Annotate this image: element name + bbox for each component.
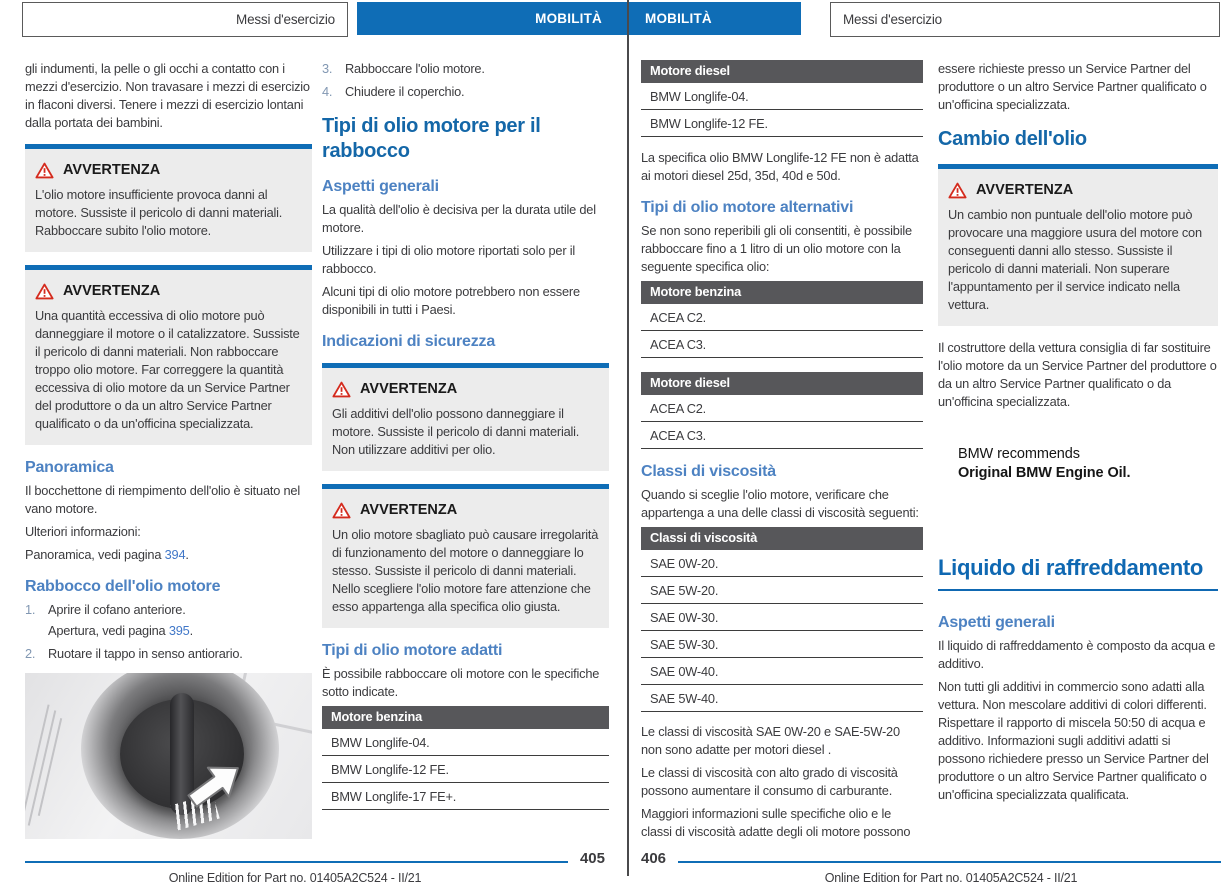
section-heading-cambio-olio: Cambio dell'olio [938,128,1087,150]
section-heading-tipi-olio: Tipi di olio motore per il rabbocco [322,115,541,162]
warning-text: L'olio motore insufficiente provoca danni al motore. Sussiste il pericolo di danni materiali. Rabboccare subito l'olio motore. [35,187,283,238]
edition-note: Online Edition for Part no. 01405A2C524 - II/21 [824,871,1078,885]
chapter-tab-label: MOBILITÀ [535,10,602,26]
table-row: SAE 5W-30. [641,631,923,658]
page-number: 405 [579,850,605,867]
warning-label: AVVERTENZA [976,182,1074,198]
warning-box [25,265,312,445]
step-text: Chiudere il coperchio. [345,84,465,99]
table-row: ACEA C3. [641,422,923,449]
table-row: BMW Longlife-12 FE. [322,756,609,783]
footer-rule [25,861,568,863]
counterclockwise-arrow-icon [183,755,249,813]
numbered-step [25,601,312,619]
step-number: 1. [25,602,36,617]
warning-text: Una quantità eccessiva di olio motore può danneggiare il motore o il catalizzatore. Sussiste il pericolo di danni materiali. Non rabboccare troppo olio motore. Far correggere la quantità eccessiva di olio motore da un Service Partner del produttore o da un altro Service Partner qualificato o da un'officina specializzata. [35,308,300,431]
numbered-step [322,83,609,101]
body-paragraph: La specifica olio BMW Longlife-12 FE non è adatta ai motori diesel 25d, 35d, 40d e 50d. [641,150,919,183]
warning-text: Gli additivi dell'olio possono danneggiare il motore. Sussiste il pericolo di danni materiali. Non utilizzare additivi per olio. [332,406,580,457]
warning-label: AVVERTENZA [63,283,161,299]
body-paragraph: Le classi di viscosità con alto grado di viscosità possono aumentare il consumo di carburante. [641,765,898,798]
table-row: SAE 5W-40. [641,685,923,712]
body-paragraph: Maggiori informazioni sulle specifiche olio e le classi di viscosità adatte degli oli motore possono [641,806,911,839]
oil-filler-cap-image [25,673,312,839]
bmw-recommendation [958,445,1218,483]
warning-header [332,380,599,398]
table-row: SAE 0W-20. [641,550,923,577]
table-motore-diesel-alt [641,372,923,449]
warning-header [332,501,599,519]
recommendation-line: BMW recommends [958,446,1080,462]
table-row: BMW Longlife-04. [641,83,923,110]
numbered-step [322,60,609,78]
body-paragraph: Il bocchettone di riempimento dell'olio è situato nel vano motore. [25,483,300,516]
page-link-394[interactable]: 394 [164,547,186,562]
cross-reference-text: . [185,547,189,562]
chapter-tab-mobilita-left [357,2,627,35]
page406-footer [641,851,1221,887]
warning-box [322,484,609,628]
warning-triangle-icon [332,381,351,398]
chapter-tab-label: MOBILITÀ [645,10,712,26]
warning-box [25,144,312,252]
warning-triangle-icon [35,162,54,179]
step-number: 4. [322,84,333,99]
warning-text: Un olio motore sbagliato può causare irregolarità di funzionamento del motore o danneggiare lo stesso. Sussiste il pericolo di danni materiali. Nello scegliere l'olio motore fare attenzione che esso appartenga alla specifica olio giusta. [332,527,599,614]
warning-label: AVVERTENZA [360,381,458,397]
cross-reference [48,622,312,640]
page405-column2 [322,60,609,819]
subheading-panoramica: Panoramica [25,459,114,476]
warning-label: AVVERTENZA [63,162,161,178]
warning-header [35,161,302,179]
edition-note: Online Edition for Part no. 01405A2C524 - II/21 [168,871,422,885]
running-header-right [830,2,1220,37]
body-paragraph: La qualità dell'olio è decisiva per la durata utile del motore. [322,202,596,235]
running-header-left-label: Messi d'esercizio [236,11,335,27]
subheading-tipi-alternativi: Tipi di olio motore alternativi [641,199,854,216]
body-paragraph: Quando si sceglie l'olio motore, verificare che appartenga a una delle classi di viscosità seguenti: [641,487,919,520]
warning-triangle-icon [35,283,54,300]
table-motore-diesel [641,60,923,137]
table-row: ACEA C2. [641,395,923,422]
page406-column2 [938,60,1218,809]
table-row: SAE 5W-20. [641,577,923,604]
table-motore-benzina [322,706,609,810]
table-motore-benzina-alt [641,281,923,358]
chapter-tab-mobilita-right [629,2,801,35]
recommendation-product: Original BMW Engine Oil. [958,465,1131,481]
warning-triangle-icon [948,182,967,199]
table-classi-viscosita [641,527,923,712]
table-header: Motore diesel [641,60,923,83]
step-number: 2. [25,646,36,661]
subheading-indicazioni-sicurezza: Indicazioni di sicurezza [322,333,496,350]
subheading-classi-viscosita: Classi di viscosità [641,463,776,480]
cross-reference-text: . [189,623,193,638]
subheading-rabbocco: Rabbocco dell'olio motore [25,578,221,595]
table-row: SAE 0W-40. [641,658,923,685]
table-header: Motore diesel [641,372,923,395]
warning-header [948,181,1208,199]
body-paragraph: Non tutti gli additivi in commercio sono adatti alla vettura. Non mescolare additivi di colori differenti. Rispettare il rapporto di miscela 50:50 di acqua e additivo. Informazioni sugli additivi adatti si possono richiedere presso un Service Partner del produttore o un altro Service Partner qualificato o un'officina specializzata qualificata. [938,679,1209,802]
page406-column1 [641,60,923,846]
step-text: Aprire il cofano anteriore. [48,602,186,617]
warning-text: Un cambio non puntuale dell'olio motore può provocare una maggiore usura del motore con conseguenti danni allo stesso. Sussiste il pericolo di danni materiali. Non superare l'appuntamento per il service indicato nella vettura. [948,207,1202,312]
warning-triangle-icon [332,502,351,519]
table-row: BMW Longlife-17 FE+. [322,783,609,810]
body-paragraph: Alcuni tipi di olio motore potrebbero non essere disponibili in tutti i Paesi. [322,284,580,317]
cross-reference-text: Panoramica, vedi pagina [25,547,165,562]
running-header-right-label: Messi d'esercizio [843,11,942,27]
table-row: BMW Longlife-04. [322,729,609,756]
page-number: 406 [641,850,667,867]
page405-column1 [25,60,312,839]
subheading-tipi-adatti: Tipi di olio motore adatti [322,642,503,659]
cross-reference [25,546,312,564]
footer-rule [678,861,1221,863]
table-row: SAE 0W-30. [641,604,923,631]
page-divider [627,0,629,876]
body-paragraph: Se non sono reperibili gli oli consentiti, è possibile rabboccare fino a 1 litro di un olio motore con la seguente specifica olio: [641,223,912,274]
subheading-aspetti-generali: Aspetti generali [322,178,439,195]
warning-box [938,164,1218,326]
table-header: Classi di viscosità [641,527,923,550]
body-paragraph: essere richieste presso un Service Partner del produttore o un altro Service Partner qualificato o un'officina specializzata. [938,61,1207,112]
body-paragraph: È possibile rabboccare oli motore con le specifiche sotto indicate. [322,666,600,699]
table-header: Motore benzina [641,281,923,304]
step-text: Ruotare il tappo in senso antiorario. [48,646,243,661]
table-row: ACEA C3. [641,331,923,358]
subheading-aspetti-generali: Aspetti generali [938,614,1055,631]
table-row: BMW Longlife-12 FE. [641,110,923,137]
running-header-left [22,2,348,37]
body-paragraph: Il liquido di raffreddamento è composto da acqua e additivo. [938,638,1216,671]
page405-footer [25,851,605,887]
cross-reference-text: Apertura, vedi pagina [48,623,169,638]
body-paragraph: Ulteriori informazioni: [25,524,141,539]
body-paragraph: Il costruttore della vettura consiglia di far sostituire l'olio motore da un Service Partner del produttore o da un altro Service Partner qualificato o da un'officina specializzata. [938,340,1217,409]
step-text: Rabboccare l'olio motore. [345,61,485,76]
page-link-395[interactable]: 395 [168,623,190,638]
body-paragraph: gli indumenti, la pelle o gli occhi a contatto con i mezzi d'esercizio. Non travasare i mezzi di esercizio in flaconi diversi. Tenere i mezzi di esercizio lontani dalla portata dei bambini. [25,61,310,130]
table-header: Motore benzina [322,706,609,729]
numbered-step [25,645,312,663]
table-row: ACEA C2. [641,304,923,331]
chapter-heading-liquido-raffreddamento: Liquido di raffreddamento [938,555,1218,591]
body-paragraph: Utilizzare i tipi di olio motore riportati solo per il rabbocco. [322,243,576,276]
warning-box [322,363,609,471]
warning-label: AVVERTENZA [360,502,458,518]
body-paragraph: Le classi di viscosità SAE 0W-20 e SAE-5W-20 non sono adatte per motori diesel . [641,724,900,757]
step-number: 3. [322,61,333,76]
warning-header [35,282,302,300]
